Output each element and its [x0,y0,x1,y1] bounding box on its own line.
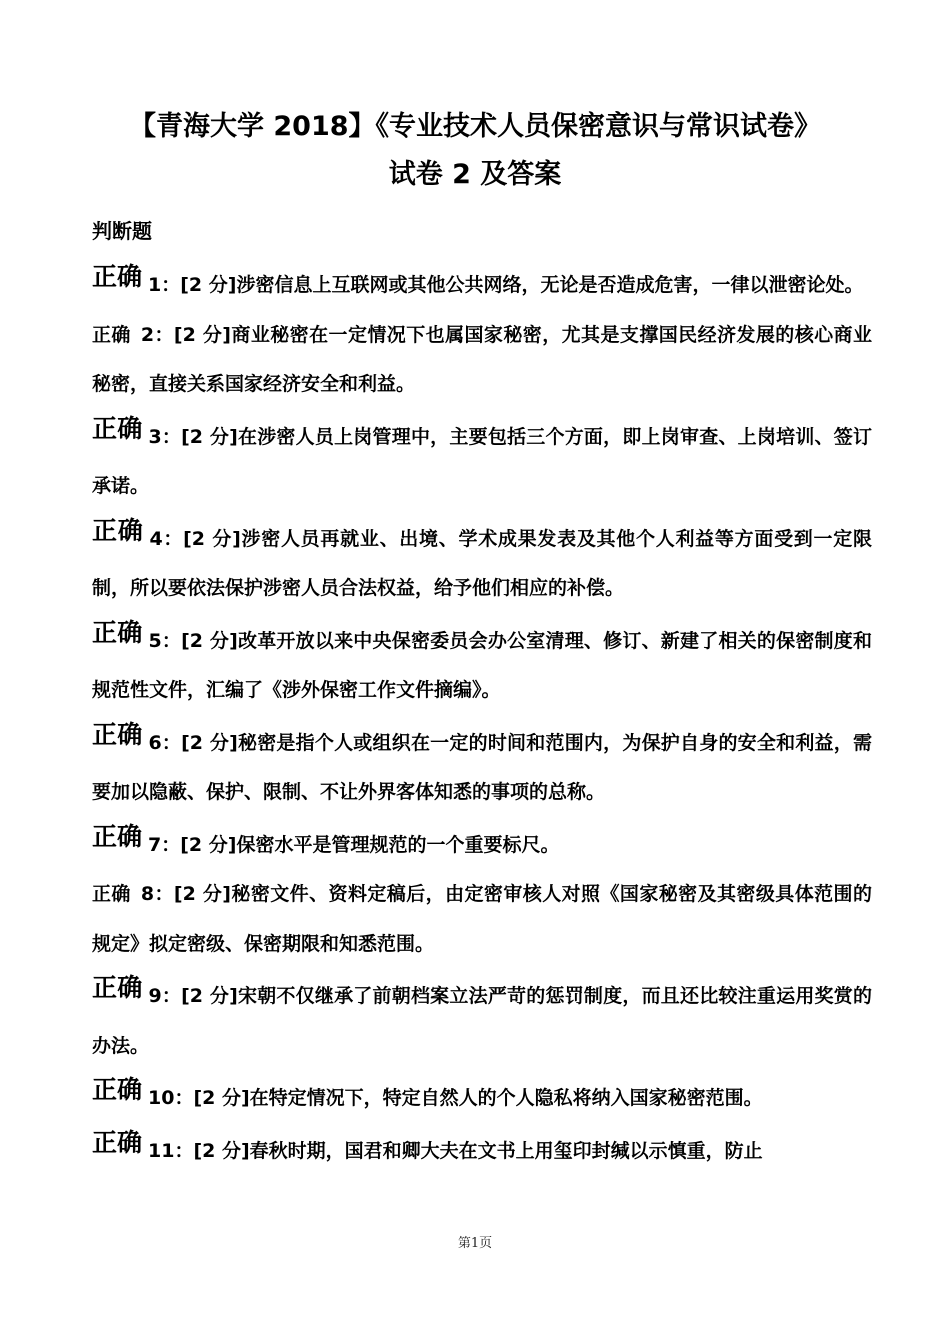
answer-label: 正确 [92,323,131,346]
question-item [92,512,872,614]
question-item [92,818,872,871]
question-text: 5：[2 分]改革开放以来中央保密委员会办公室清理、修订、新建了相关的保密制度和规范性文件，汇编了《涉外保密工作文件摘编》。 [92,629,872,701]
question-item [92,1124,872,1177]
question-item [92,614,872,716]
question-item [92,410,872,512]
question-text: 6：[2 分]秘密是指个人或组织在一定的时间和范围内，为保护自身的安全和利益，需要加以隐蔽、保护、限制、不让外界客体知悉的事项的总称。 [92,731,872,803]
question-text: 11：[2 分]春秋时期，国君和卿大夫在文书上用玺印封缄以示慎重，防止 [148,1139,763,1162]
section-heading: 判断题 [92,219,152,243]
answer-label: 正确 [92,515,144,545]
question-text: 4：[2 分]涉密人员再就业、出境、学术成果发表及其他个人利益等方面受到一定限制，所以要依法保护涉密人员合法权益，给予他们相应的补偿。 [92,527,872,599]
document-subtitle: 试卷 2 及答案 [388,159,562,190]
question-list [92,258,872,1176]
answer-label: 正确 [92,413,143,443]
answer-label: 正确 [92,1127,143,1157]
question-text: 9：[2 分]宋朝不仅继承了前朝档案立法严苛的惩罚制度，而且还比较注重运用奖赏的办法。 [92,985,872,1057]
answer-label: 正确 [92,821,143,851]
question-item [92,969,872,1071]
question-item [92,1071,872,1124]
question-text: 7：[2 分]保密水平是管理规范的一个重要标尺。 [148,833,560,856]
question-text: 10：[2 分]在特定情况下，特定自然人的个人隐私将纳入国家秘密范围。 [148,1087,763,1109]
document-title: 【青海大学 2018】《专业技术人员保密意识与常识试卷》 [128,111,822,142]
question-item [92,311,872,410]
answer-label: 正确 [92,617,143,647]
page-number: 第1页 [457,1236,493,1251]
answer-label: 正确 [92,973,143,1002]
answer-label: 正确 [92,719,143,749]
question-item [92,258,872,311]
question-text: 3：[2 分]在涉密人员上岗管理中，主要包括三个方面，即上岗审查、上岗培训、签订承诺。 [92,425,872,497]
answer-label: 正确 [92,883,131,905]
question-item [92,716,872,818]
question-text: 2：[2 分]商业秘密在一定情况下也属国家秘密，尤其是支撑国民经济发展的核心商业秘密，直接关系国家经济安全和利益。 [92,323,872,395]
question-text: 8：[2 分]秘密文件、资料定稿后，由定密审核人对照《国家秘密及其密级具体范围的规定》拟定密级、保密期限和知悉范围。 [92,883,872,955]
question-text: 1：[2 分]涉密信息上互联网或其他公共网络，无论是否造成危害，一律以泄密论处。 [148,274,864,296]
question-item [92,870,872,969]
answer-label: 正确 [92,1075,143,1104]
answer-label: 正确 [92,262,143,291]
